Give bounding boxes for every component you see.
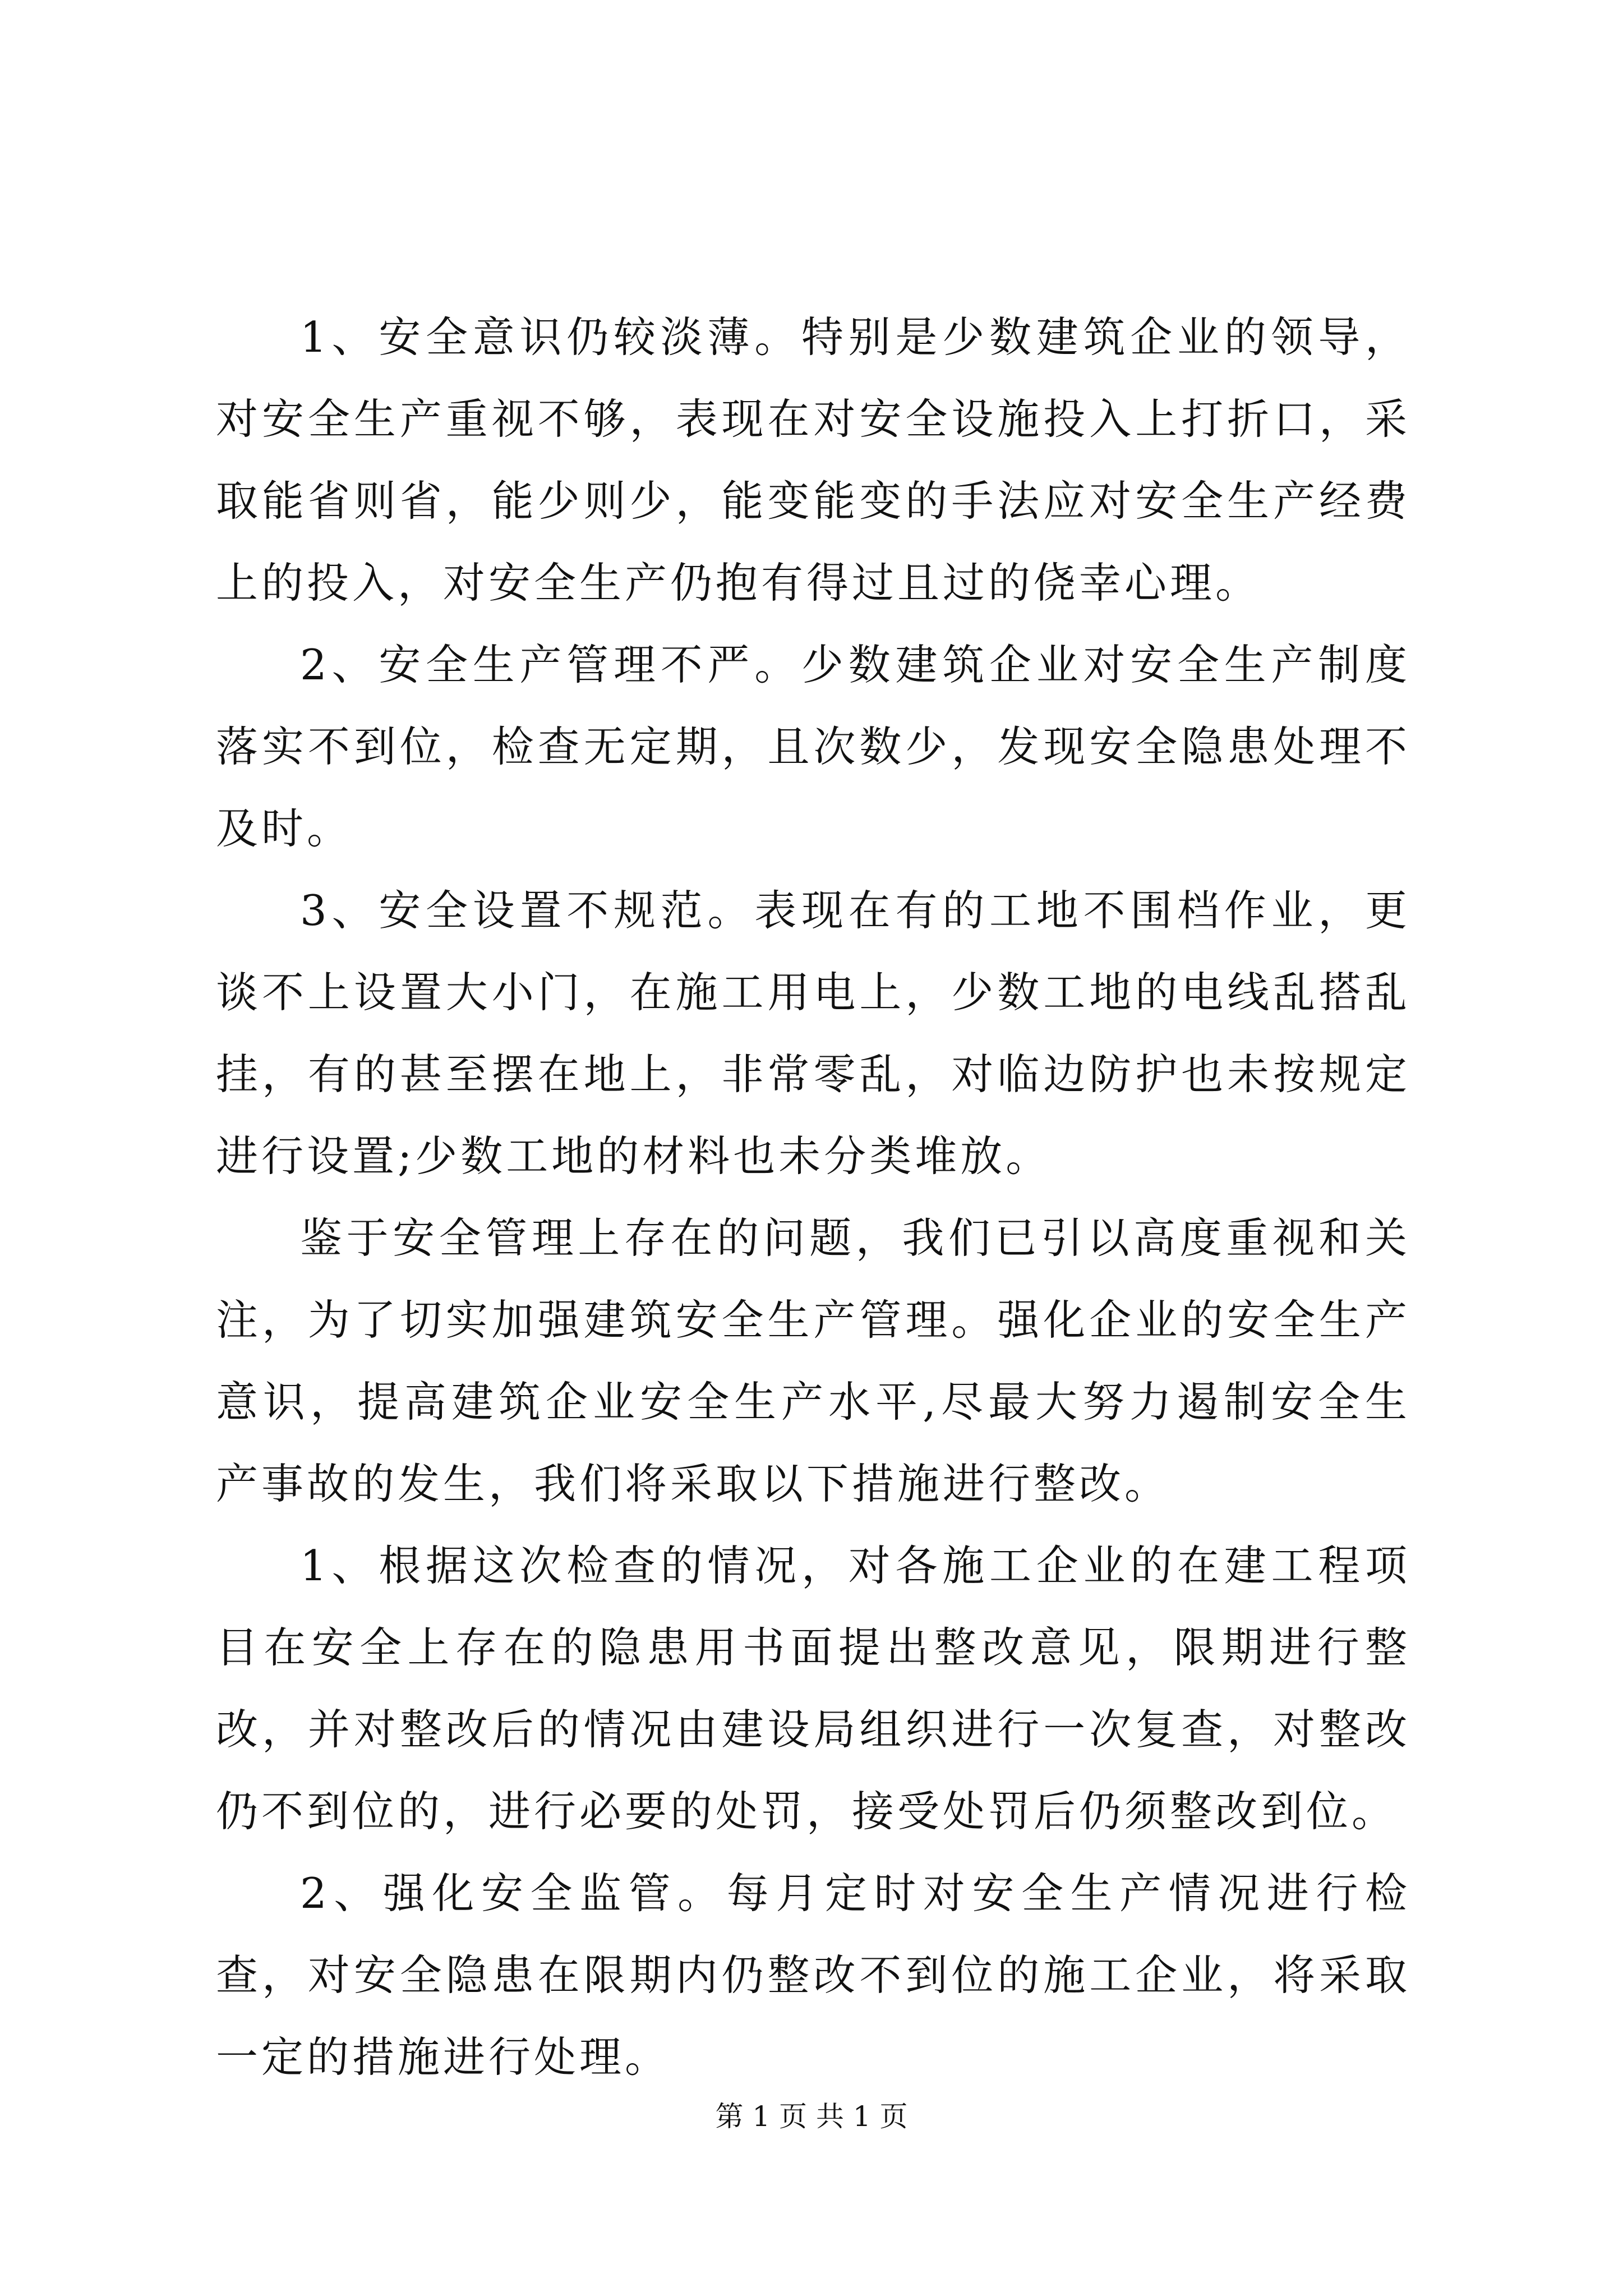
paragraph: 2、强化安全监管。每月定时对安全生产情况进行检查，对安全隐患在限期内仍整改不到位的施工企业，将采取一定的措施进行处理。 — [216, 1869, 1410, 2082]
paragraph: 1、安全意识仍较淡薄。特别是少数建筑企业的领导，对安全生产重视不够，表现在对安全设施投入上打折口，采取能省则省，能少则少，能变能变的手法应对安全生产经费上的投入，对安全生产仍抱有得过且过的侥幸心理。 — [216, 312, 1410, 608]
page-footer: 第 1 页 共 1 页 — [715, 2100, 908, 2133]
paragraph: 3、安全设置不规范。表现在有的工地不围档作业，更谈不上设置大小门，在施工用电上，少数工地的电线乱搭乱挂，有的甚至摆在地上，非常零乱，对临边防护也未按规定进行设置;少数工地的材料也未分类堆放。 — [216, 886, 1410, 1181]
paragraph: 1、根据这次检查的情况，对各施工企业的在建工程项目在安全上存在的隐患用书面提出整改意见，限期进行整改，并对整改后的情况由建设局组织进行一次复查，对整改仍不到位的，进行必要的处罚，接受处罚后仍须整改到位。 — [216, 1541, 1410, 1836]
paragraph: 鉴于安全管理上存在的问题，我们已引以高度重视和关注，为了切实加强建筑安全生产管理。强化企业的安全生产意识，提高建筑企业安全生产水平,尽最大努力遏制安全生产事故的发生，我们将采取以下措施进行整改。 — [216, 1213, 1410, 1508]
paragraph: 2、安全生产管理不严。少数建筑企业对安全生产制度落实不到位，检查无定期，且次数少，发现安全隐患处理不及时。 — [216, 640, 1410, 853]
document-body — [216, 296, 1410, 2098]
